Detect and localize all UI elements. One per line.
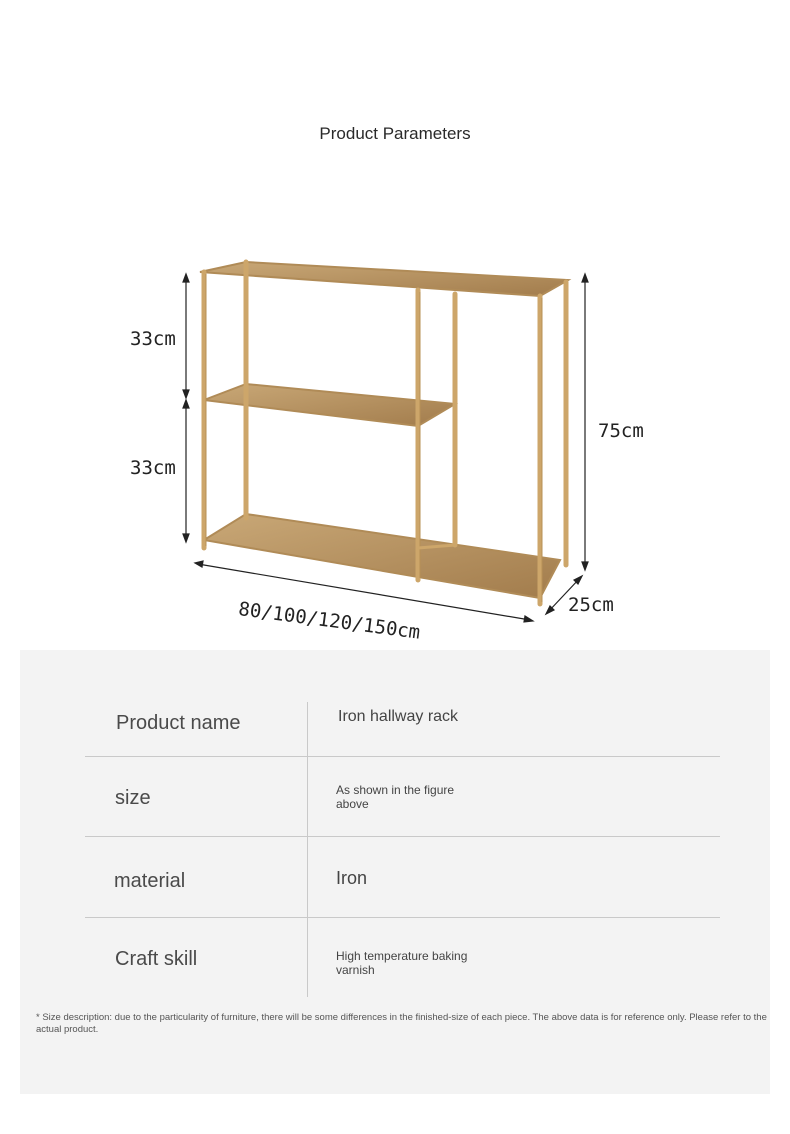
- dimension-label-shelf-gap-top: 33cm: [130, 328, 176, 350]
- size-description-note: * Size description: due to the particularity of furniture, there will be some differences in the finished-size of each piece. The above data is for reference only. Please refer to the actual product.: [36, 1012, 767, 1035]
- param-value: Iron hallway rack: [338, 708, 459, 725]
- param-key: Product name: [116, 712, 241, 734]
- table-row: [85, 702, 720, 757]
- param-value: As shown in the figure above: [336, 783, 455, 811]
- page-title: Product Parameters: [319, 124, 471, 143]
- table-row: [85, 757, 720, 837]
- parameters-panel: [20, 650, 770, 1094]
- param-key: size: [115, 787, 151, 809]
- dimension-label-width: 80/100/120/150cm: [237, 598, 422, 644]
- parameters-table: [85, 702, 720, 997]
- param-value: Iron: [336, 868, 368, 888]
- dimension-label-depth: 25cm: [568, 594, 614, 616]
- table-row: [85, 918, 720, 997]
- param-key: material: [114, 870, 186, 892]
- param-key: Craft skill: [115, 948, 198, 970]
- dimension-label-shelf-gap-bottom: 33cm: [130, 457, 176, 479]
- table-row: [85, 837, 720, 918]
- param-value: High temperature baking varnish: [336, 949, 468, 977]
- dimension-label-height: 75cm: [598, 420, 644, 442]
